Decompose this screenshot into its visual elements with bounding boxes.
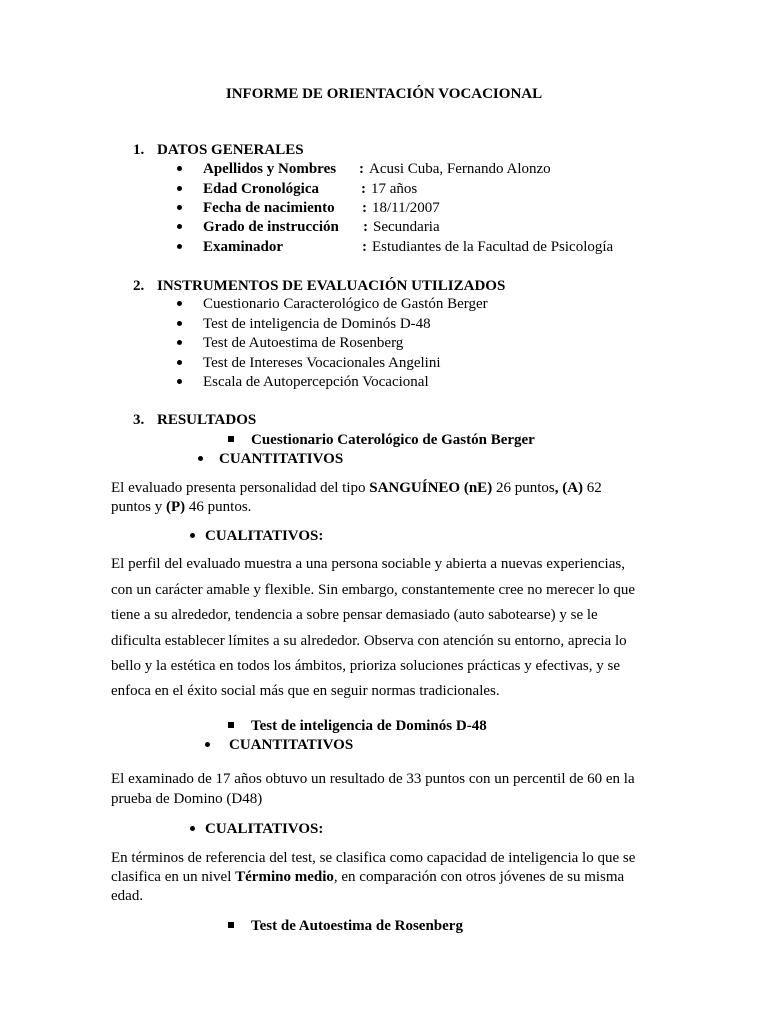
- test-1-name: Cuestionario Caterológico de Gastón Berger: [251, 432, 535, 448]
- section-2-heading: INSTRUMENTOS DE EVALUACIÓN UTILIZADOS: [157, 278, 506, 294]
- field-value-examiner: Estudiantes de la Facultad de Psicología: [372, 239, 614, 255]
- test-2-qual-line-1: En términos de referencia del test, se clasifica como capacidad de inteligencia lo que se: [111, 850, 636, 866]
- field-label-birthdate: Fecha de nacimiento: [203, 200, 335, 216]
- test-1-quant-line-1: El evaluado presenta personalidad del tipo SANGUÍNEO (nE) 26 puntos, (A) 62: [111, 480, 602, 496]
- instrument-item: Test de Autoestima de Rosenberg: [203, 335, 404, 351]
- field-colon: :: [363, 219, 368, 235]
- test-1-quant-heading: CUANTITATIVOS: [219, 451, 344, 467]
- bullet-dot-icon: [177, 301, 182, 306]
- field-label-education: Grado de instrucción: [203, 219, 339, 235]
- test-2-quant-heading: CUANTITATIVOS: [229, 737, 354, 753]
- bullet-square-icon: [228, 722, 234, 728]
- instrument-item: Escala de Autopercepción Vocacional: [203, 374, 429, 390]
- bullet-dot-icon: [177, 186, 182, 191]
- bullet-dot-icon: [190, 533, 195, 538]
- field-value-education: Secundaria: [373, 219, 440, 235]
- test-2-name: Test de inteligencia de Dominós D-48: [251, 718, 487, 734]
- section-3-number: 3.: [133, 412, 145, 428]
- test-2-quant-line: prueba de Domino (D48): [111, 791, 263, 807]
- test-3-name: Test de Autoestima de Rosenberg: [251, 918, 463, 934]
- section-1-number: 1.: [133, 142, 145, 158]
- instrument-item: Test de Intereses Vocacionales Angelini: [203, 355, 441, 371]
- bullet-dot-icon: [177, 321, 182, 326]
- field-label-age: Edad Cronológica: [203, 181, 319, 197]
- bullet-dot-icon: [177, 205, 182, 210]
- bullet-dot-icon: [177, 166, 182, 171]
- document-title: INFORME DE ORIENTACIÓN VOCACIONAL: [225, 86, 543, 102]
- instrument-item: Cuestionario Caracterológico de Gastón Berger: [203, 296, 488, 312]
- field-value-age: 17 años: [371, 181, 418, 197]
- test-1-qual-line: dificulta establecer límites a su alrededor. Observa con atención su entorno, aprecia lo: [111, 633, 627, 649]
- test-2-qual-line-3: edad.: [111, 888, 144, 904]
- test-2-qual-heading: CUALITATIVOS:: [205, 821, 324, 837]
- test-1-qual-line: con un carácter amable y flexible. Sin embargo, constantemente cree no merecer lo que: [111, 582, 636, 598]
- test-1-qual-line: El perfil del evaluado muestra a una persona sociable y abierta a nuevas experiencias,: [111, 556, 625, 572]
- field-colon: :: [362, 200, 367, 216]
- field-label-examiner: Examinador: [203, 239, 284, 255]
- bullet-square-icon: [228, 436, 234, 442]
- section-3-heading: RESULTADOS: [157, 412, 257, 428]
- test-1-qual-heading: CUALITATIVOS:: [205, 528, 324, 544]
- bullet-dot-icon: [205, 742, 210, 747]
- test-1-qual-line: bello y la estética en todos los ámbitos, prioriza soluciones prácticas y efectivas, y se: [111, 658, 621, 674]
- bullet-dot-icon: [190, 826, 195, 831]
- field-value-birthdate: 18/11/2007: [372, 200, 440, 216]
- field-value-name: Acusi Cuba, Fernando Alonzo: [369, 161, 551, 177]
- field-label-name: Apellidos y Nombres: [203, 161, 337, 177]
- test-2-quant-line: El examinado de 17 años obtuvo un resultado de 33 puntos con un percentil de 60 en la: [111, 771, 635, 787]
- field-colon: :: [359, 161, 364, 177]
- bullet-dot-icon: [177, 379, 182, 384]
- test-1-qual-line: tiene a su alrededor, tendencia a sobre pensar demasiado (auto sabotearse) y se le: [111, 607, 598, 623]
- field-colon: :: [362, 239, 367, 255]
- bullet-square-icon: [228, 922, 234, 928]
- section-1-heading: DATOS GENERALES: [157, 142, 304, 158]
- test-1-qual-line: enfoca en el éxito social más que en seguir normas tradicionales.: [111, 683, 500, 699]
- bullet-dot-icon: [198, 456, 203, 461]
- test-2-qual-line-2: clasifica en un nivel Término medio, en comparación con otros jóvenes de su misma: [111, 869, 625, 885]
- instrument-item: Test de inteligencia de Dominós D-48: [203, 316, 431, 332]
- section-2-number: 2.: [133, 278, 145, 294]
- bullet-dot-icon: [177, 244, 182, 249]
- bullet-dot-icon: [177, 360, 182, 365]
- field-colon: :: [361, 181, 366, 197]
- bullet-dot-icon: [177, 224, 182, 229]
- bullet-dot-icon: [177, 340, 182, 345]
- test-1-quant-line-2: puntos y (P) 46 puntos.: [111, 499, 252, 515]
